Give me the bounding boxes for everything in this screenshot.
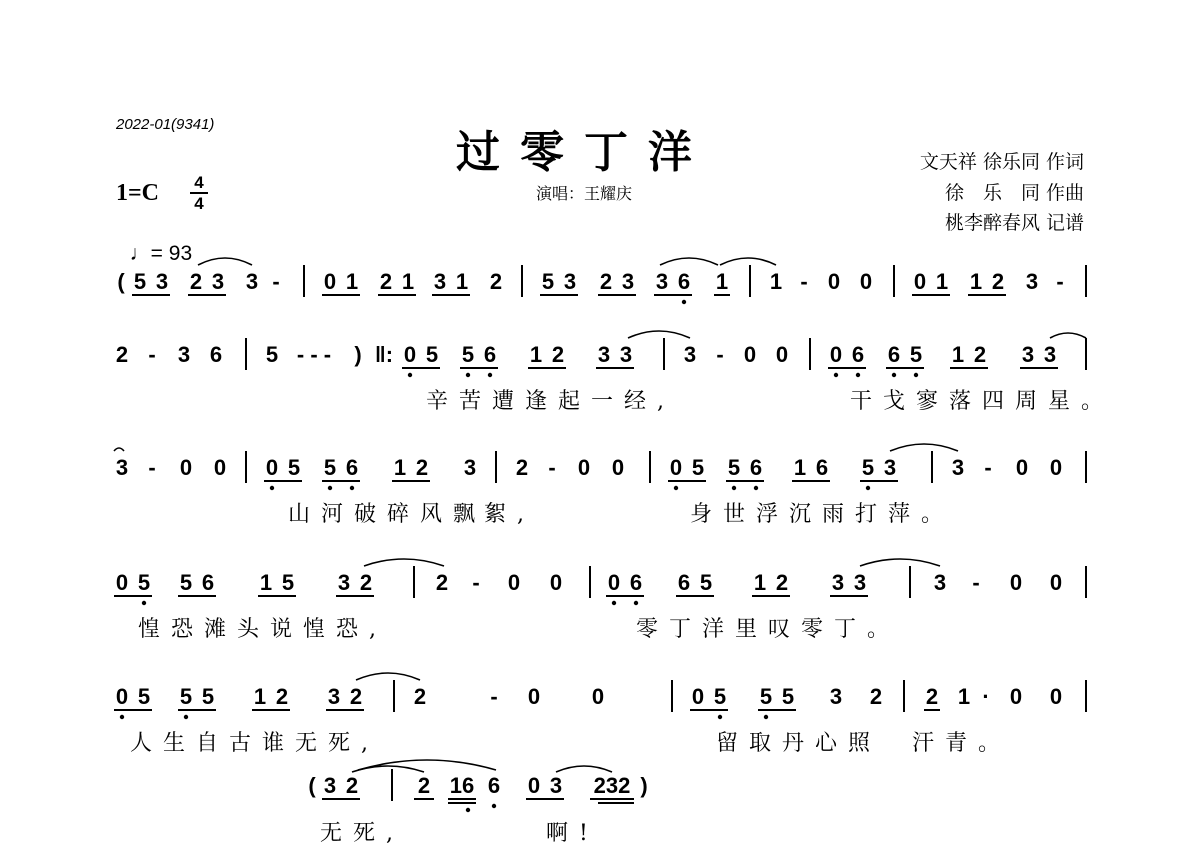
octave-dot [764, 715, 768, 719]
tie [720, 258, 776, 265]
dash: - [472, 570, 480, 595]
note: 2 [435, 570, 449, 595]
lyric-line-5b: 留取丹心照 [716, 731, 882, 756]
note: 3 [337, 570, 351, 595]
note: 3 [177, 342, 191, 367]
note: 5 [759, 684, 773, 709]
tie [364, 559, 444, 566]
note: 5 [461, 342, 475, 367]
note: 3 [211, 269, 225, 294]
octave-dot [674, 486, 678, 490]
note: 1 [957, 684, 971, 709]
lyric-line-6a: 无死, [320, 821, 404, 846]
time-signature-top: 4 [194, 173, 204, 192]
tie [660, 258, 718, 265]
note: 1 [393, 455, 407, 480]
note: 1 [253, 684, 267, 709]
note: 6 [209, 342, 223, 367]
note: 2 [189, 269, 203, 294]
octave-dot [466, 808, 470, 812]
note: 1 [935, 269, 949, 294]
note: 5 [727, 455, 741, 480]
note: 0 [775, 342, 789, 367]
note: 1 [793, 455, 807, 480]
note: 2 [869, 684, 883, 709]
note: 0 [1015, 455, 1029, 480]
octave-dot [270, 486, 274, 490]
note: 5 [179, 570, 193, 595]
note: 6 [345, 455, 359, 480]
note: 1 [753, 570, 767, 595]
note: 3 [1025, 269, 1039, 294]
note: 1 [455, 269, 469, 294]
octave-dot [856, 373, 860, 377]
tempo-value: = 93 [150, 242, 193, 265]
note: 6 [749, 455, 763, 480]
note: 1 [715, 269, 729, 294]
note: 3 [597, 342, 611, 367]
note: 5 [861, 455, 875, 480]
octave-dot [834, 373, 838, 377]
note: 5 [133, 269, 147, 294]
note: 6 [487, 773, 501, 798]
octave-dot [914, 373, 918, 377]
octave-dot [634, 601, 638, 605]
note: 0 [1049, 455, 1063, 480]
note: 3 [933, 570, 947, 595]
lyric-line-5c: 汗青。 [912, 731, 1012, 756]
note: 0 [527, 773, 541, 798]
tie [198, 258, 252, 265]
dash: - [800, 269, 808, 294]
note: 3 [323, 773, 337, 798]
note: 0 [1009, 684, 1023, 709]
octave-dot [120, 715, 124, 719]
tie [890, 444, 958, 451]
note: 0 [403, 342, 417, 367]
note: 3 [951, 455, 965, 480]
octave-dot [732, 486, 736, 490]
tie [114, 448, 124, 451]
note: 1 [969, 269, 983, 294]
octave-dot [492, 804, 496, 808]
octave-dot [408, 373, 412, 377]
note: 2 [489, 269, 503, 294]
note: 3 [883, 455, 897, 480]
note: 0 [669, 455, 683, 480]
note: 2 [359, 570, 373, 595]
octave-dot [184, 715, 188, 719]
tie [352, 766, 424, 772]
tie [628, 331, 690, 338]
dash: - [490, 684, 498, 709]
paren-open: ( [308, 773, 316, 798]
octave-dot [328, 486, 332, 490]
octave-dot [866, 486, 870, 490]
note: 5 [691, 455, 705, 480]
note: 0 [829, 342, 843, 367]
octave-dot [612, 601, 616, 605]
dash: - [148, 342, 156, 367]
dash: - [148, 455, 156, 480]
note: 2 [415, 455, 429, 480]
note: 3 [549, 773, 563, 798]
note: 0 [607, 570, 621, 595]
paren-open: ( [117, 269, 125, 294]
note: 5 [425, 342, 439, 367]
note: 2 [349, 684, 363, 709]
dash: - [984, 455, 992, 480]
lyric-line-3a: 山河破碎风飘 [288, 502, 487, 527]
note: 0 [323, 269, 337, 294]
note: 5 [201, 684, 215, 709]
lyric-line-2a: 辛苦遭逢起一经, [426, 389, 675, 414]
note: 3 [563, 269, 577, 294]
octave-dot [142, 601, 146, 605]
quarter-note-icon: ♩ [129, 242, 151, 265]
octave-dot [682, 300, 686, 304]
note: 0 [507, 570, 521, 595]
note: 3 [829, 684, 843, 709]
note: 6 [677, 570, 691, 595]
note: 3 [621, 269, 635, 294]
note: 5 [287, 455, 301, 480]
note: 16 [449, 773, 475, 798]
note: 3 [683, 342, 697, 367]
octave-dot [892, 373, 896, 377]
repeat-start: ‖: [374, 342, 394, 367]
paren-close: ) [640, 773, 648, 798]
tie [556, 766, 612, 772]
lyric-line-4b: 零丁洋里叹零丁。 [636, 617, 901, 642]
note: 1 [259, 570, 273, 595]
note: 3 [1021, 342, 1035, 367]
note: 5 [541, 269, 555, 294]
dash: - [1056, 269, 1064, 294]
note: 0 [1009, 570, 1023, 595]
lyric-line-6b: 啊! [546, 821, 599, 846]
note: 0 [527, 684, 541, 709]
note: 5 [781, 684, 795, 709]
note: 2 [413, 684, 427, 709]
note: 6 [483, 342, 497, 367]
note: 3 [115, 455, 129, 480]
note: 3 [831, 570, 845, 595]
dash: - [972, 570, 980, 595]
dash: - [548, 455, 556, 480]
lyric-line-3c: 身世浮沉雨打萍。 [690, 502, 955, 527]
note: 2 [973, 342, 987, 367]
octave-dot [488, 373, 492, 377]
note: 2 [345, 773, 359, 798]
time-signature-bottom: 4 [194, 194, 204, 213]
note: 0 [827, 269, 841, 294]
note: 5 [909, 342, 923, 367]
note: 2 [515, 455, 529, 480]
note: 3 [655, 269, 669, 294]
note: 0 [265, 455, 279, 480]
note: 3 [155, 269, 169, 294]
key-signature: 1=C [116, 180, 160, 206]
note: 2 [551, 342, 565, 367]
note: 3 [245, 269, 259, 294]
note: 3 [1043, 342, 1057, 367]
note: 1 [529, 342, 543, 367]
note: 0 [577, 455, 591, 480]
lyric-line-2b: 干戈寥落四周星。 [850, 389, 1115, 414]
note: 5 [179, 684, 193, 709]
dash: - [716, 342, 724, 367]
note: 0 [691, 684, 705, 709]
note: 2 [925, 684, 939, 709]
tie [1050, 333, 1086, 338]
note: 0 [591, 684, 605, 709]
tie [860, 559, 940, 566]
note: 3 [463, 455, 477, 480]
note: 0 [913, 269, 927, 294]
note: 5 [137, 570, 151, 595]
note: 6 [887, 342, 901, 367]
note: 1 [401, 269, 415, 294]
note: 2 [115, 342, 129, 367]
tie [356, 673, 420, 680]
note: 6 [677, 269, 691, 294]
note: 2 [275, 684, 289, 709]
note: 232 [593, 773, 631, 798]
tie [358, 760, 496, 770]
lyricist-credit: 文天祥 徐乐同 作词 [919, 151, 1084, 173]
note: 6 [815, 455, 829, 480]
note: 0 [859, 269, 873, 294]
note: 2 [417, 773, 431, 798]
singer-credit: 演唱：王耀庆 [536, 184, 633, 203]
note: 5 [699, 570, 713, 595]
octave-dot [754, 486, 758, 490]
paren-close: ) [354, 342, 362, 367]
note: 1 [769, 269, 783, 294]
note: 0 [115, 570, 129, 595]
lyric-line-4a: 惶恐滩头说惶恐, [138, 617, 387, 642]
serial-number: 2022-01(9341) [116, 116, 215, 133]
octave-dot [466, 373, 470, 377]
note: 1 [951, 342, 965, 367]
note: 0 [213, 455, 227, 480]
note: 2 [379, 269, 393, 294]
octave-dot [350, 486, 354, 490]
note: 3 [853, 570, 867, 595]
dot: · [982, 684, 990, 709]
note: 1 [345, 269, 359, 294]
note: 0 [115, 684, 129, 709]
lyric-line-3b: 絮, [484, 502, 535, 527]
dash: - [272, 269, 280, 294]
song-title: 过零丁洋 [456, 127, 712, 178]
note: 5 [281, 570, 295, 595]
note: 5 [713, 684, 727, 709]
note: 0 [611, 455, 625, 480]
note: 5 [137, 684, 151, 709]
dash: - - - [296, 342, 332, 367]
transcriber-credit: 桃李醉春风 记谱 [944, 212, 1084, 234]
note: 5 [323, 455, 337, 480]
note: 2 [991, 269, 1005, 294]
lyric-line-5a: 人生自古谁无死, [130, 731, 379, 756]
note: 6 [629, 570, 643, 595]
composer-credit: 徐 乐 同 作曲 [944, 182, 1084, 204]
note: 0 [1049, 570, 1063, 595]
note: 0 [1049, 684, 1063, 709]
note: 0 [743, 342, 757, 367]
octave-dot [718, 715, 722, 719]
note: 6 [851, 342, 865, 367]
note: 3 [327, 684, 341, 709]
note: 2 [775, 570, 789, 595]
note: 2 [599, 269, 613, 294]
note: 3 [433, 269, 447, 294]
note: 3 [619, 342, 633, 367]
note: 0 [179, 455, 193, 480]
note: 0 [549, 570, 563, 595]
note: 6 [201, 570, 215, 595]
note: 5 [265, 342, 279, 367]
